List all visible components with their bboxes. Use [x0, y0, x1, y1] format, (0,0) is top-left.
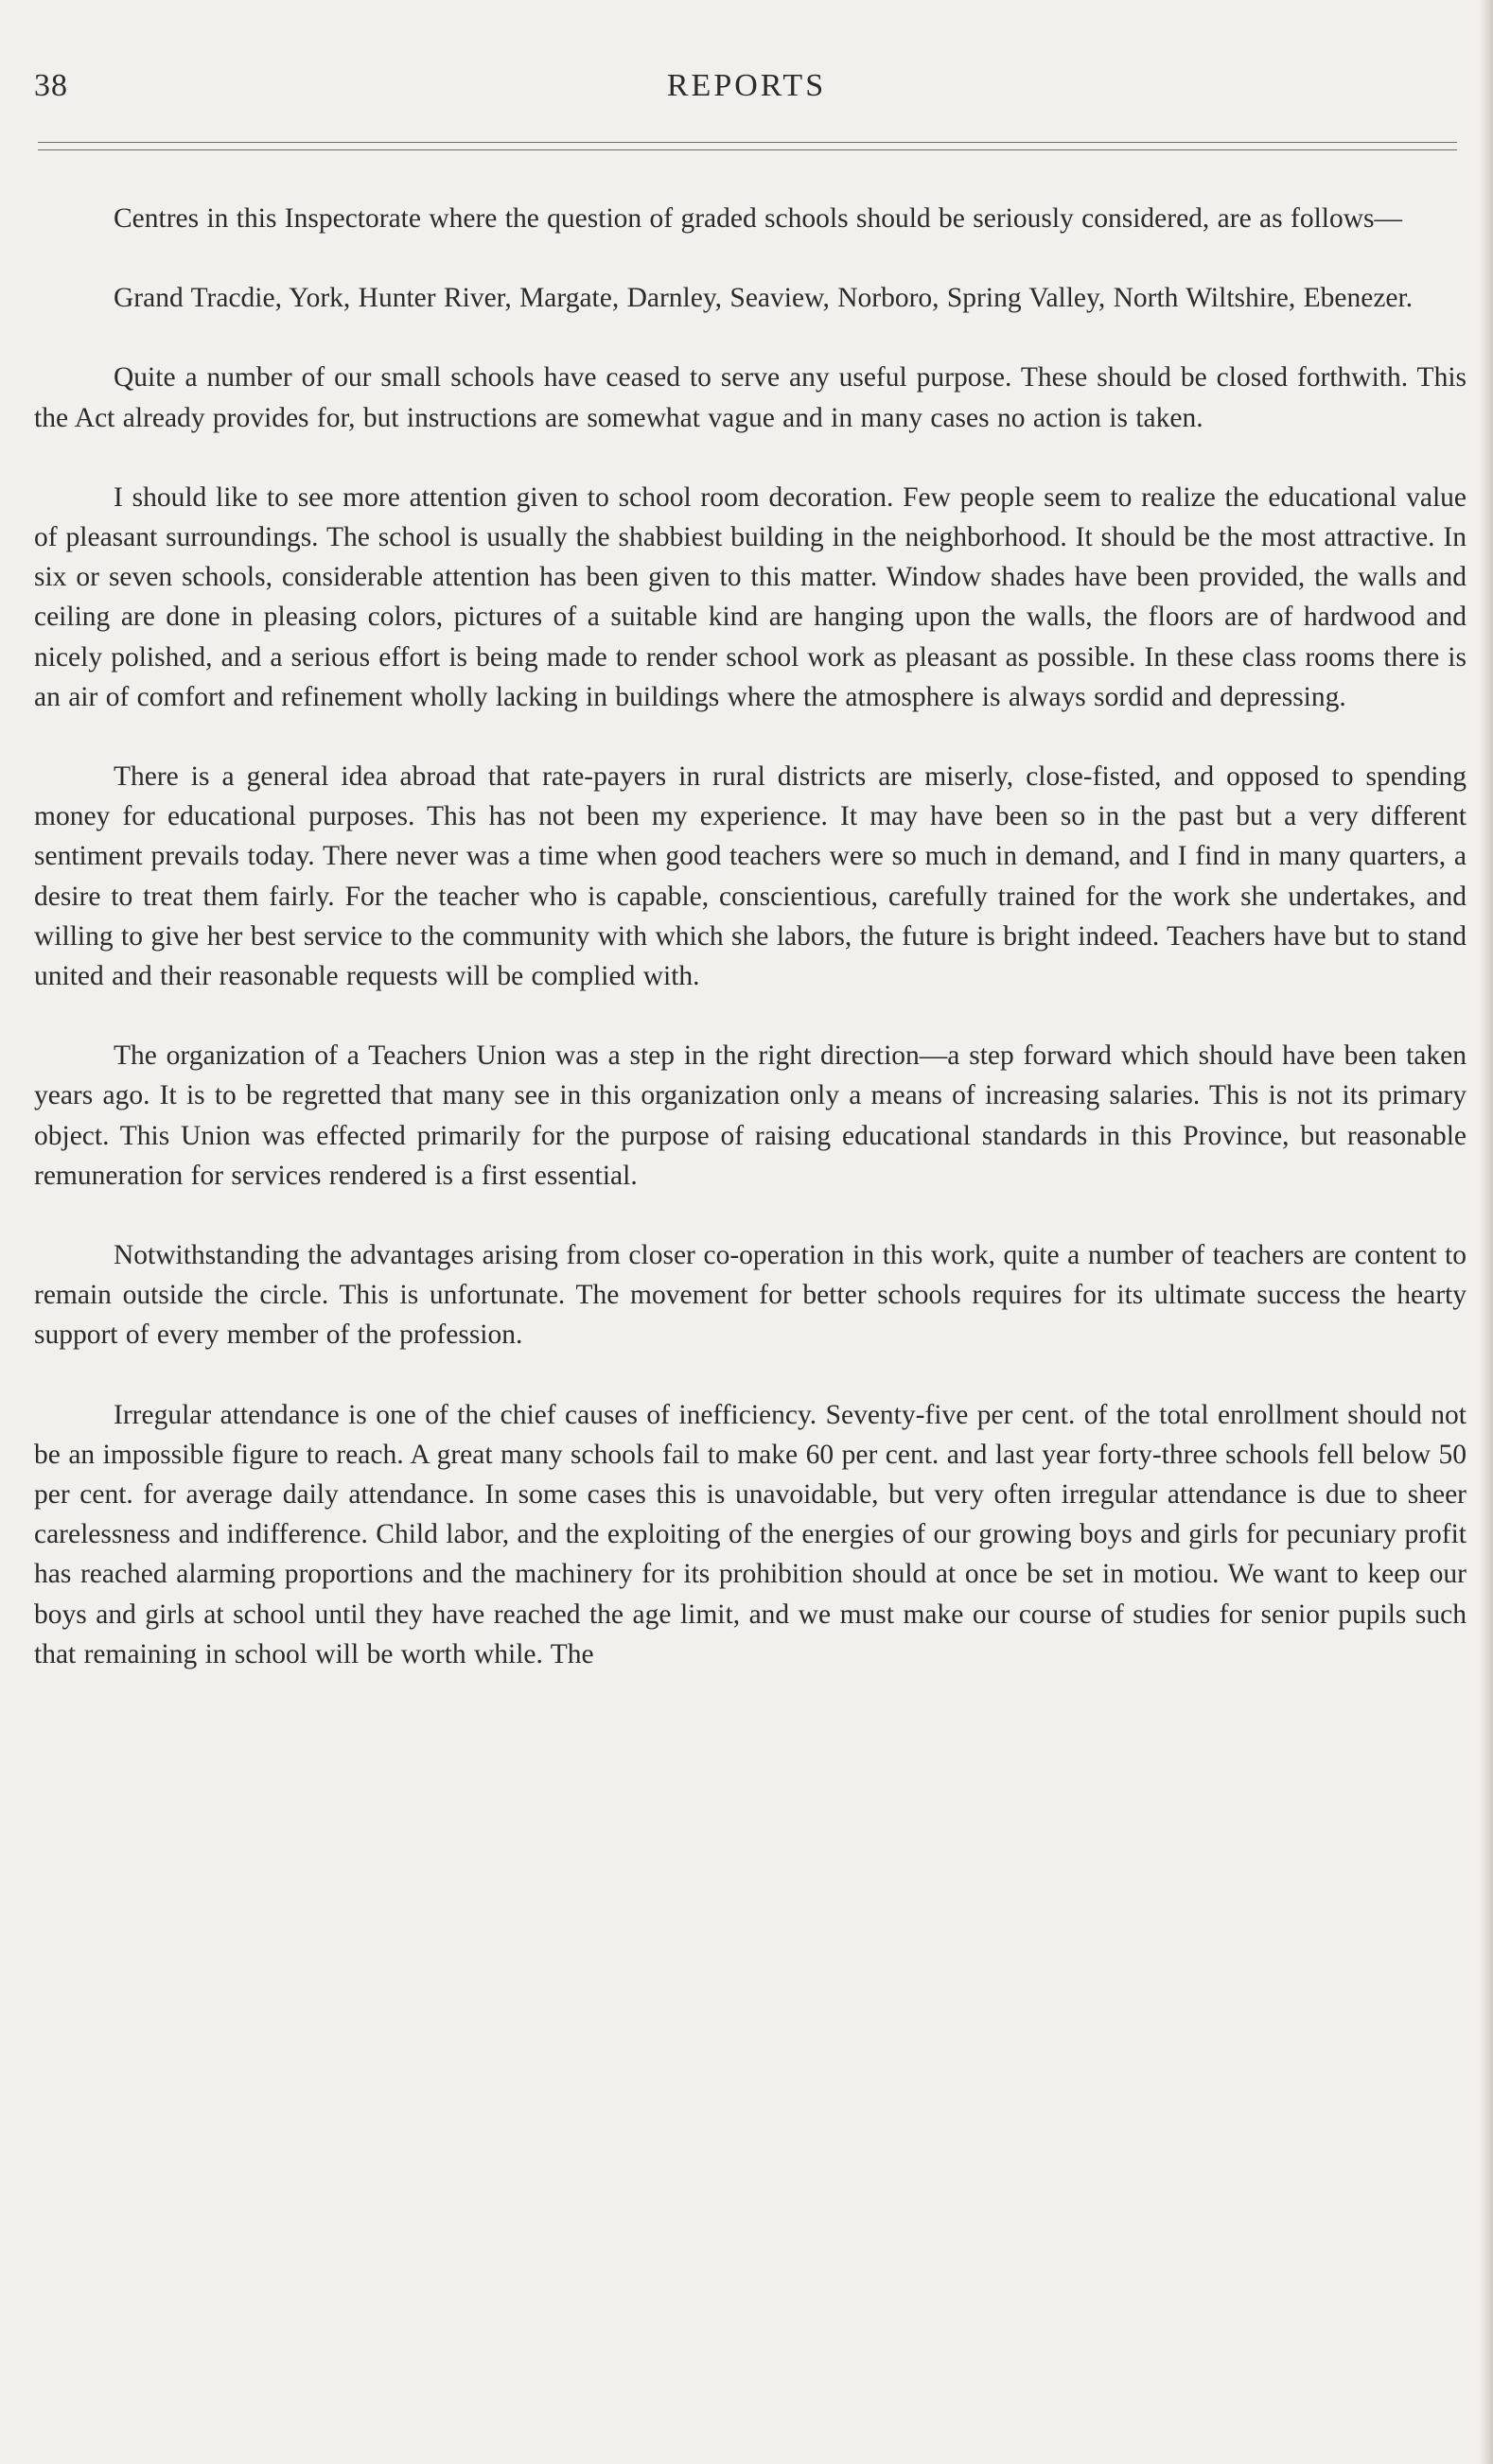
- header-rule-top: [38, 142, 1457, 143]
- paragraph-graded-schools: Centres in this Inspectorate where the question of graded schools should be seriously considered, are as follows—: [114, 203, 1403, 234]
- report-body: [34, 199, 1467, 1714]
- paragraph-centres-list: Grand Tracdie, York, Hunter River, Margate, Darnley, Seaview, Norboro, Spring Valley, North Wiltshire, Ebenezer.: [114, 283, 1414, 314]
- paragraph-teachers-union: The organization of a Teachers Union was a step in the right direction—a step forward which should have been taken years ago. It is to be regretted that many see in this organization only a means of increasing salaries. This is not its primary object. This Union was effected primarily for the purpose of raising educational standards in this Province, but reasonable remuneration for services rendered is a first essential.: [34, 1040, 1467, 1191]
- header-rule-bottom: [38, 149, 1457, 150]
- page-number: 38: [34, 68, 68, 103]
- paragraph-rate-payers: There is a general idea abroad that rate-payers in rural districts are miserly, close-fisted, and opposed to spending money for educational purposes. This has not been my experience. It may have been so in the past but a very different sentiment prevails today. There never was a time when good teachers were so much in demand, and I find in many quarters, a desire to treat them fairly. For the teacher who is capable, conscientious, carefully trained for the work she undertakes, and willing to give her best service to the community with which she labors, the future is bright indeed. Teachers have but to stand united and their reasonable requests will be complied with.: [34, 761, 1467, 992]
- page-edge-shadow: [1480, 0, 1493, 2464]
- paragraph-small-schools: Quite a number of our small schools have ceased to serve any useful purpose. These should be closed forthwith. This the Act already provides for, but instructions are somewhat vague and in many cases no action is taken.: [34, 362, 1467, 433]
- paragraph-school-decoration: I should like to see more attention given to school room decoration. Few people seem to realize the educational value of pleasant surroundings. The school is usually the shabbiest building in the neighborhood. It should be the most attractive. In six or seven schools, considerable attention has been given to this matter. Window shades have been provided, the walls and ceiling are done in pleasing colors, pictures of a suitable kind are hanging upon the walls, the floors are of hardwood and nicely polished, and a serious effort is being made to render school work as pleasant as possible. In these class rooms there is an air of comfort and refinement wholly lacking in buildings where the atmosphere is always sordid and depressing.: [34, 481, 1467, 712]
- running-title: REPORTS: [666, 68, 827, 103]
- paragraph-co-operation: Notwithstanding the advantages arising from closer co-operation in this work, quite a number of teachers are content to remain outside the circle. This is unfortunate. The movement for better schools requires for its ultimate success the hearty support of every member of the profession.: [34, 1240, 1467, 1351]
- paragraph-irregular-attendance: Irregular attendance is one of the chief causes of inefficiency. Seventy-five per cent. of the total enrollment should not be an impossible figure to reach. A great many schools fail to make 60 per cent. and last year forty-three schools fell below 50 per cent. for average daily attendance. In some cases this is unavoidable, but very often irregular attendance is due to sheer carelessness and indifference. Child labor, and the exploiting of the energies of our growing boys and girls for pecuniary profit has reached alarming proportions and the machinery for its prohibition should at once be set in motiou. We want to keep our boys and girls at school until they have reached the age limit, and we must make our course of studies for senior pupils such that remaining in school will be worth while. The: [34, 1399, 1467, 1669]
